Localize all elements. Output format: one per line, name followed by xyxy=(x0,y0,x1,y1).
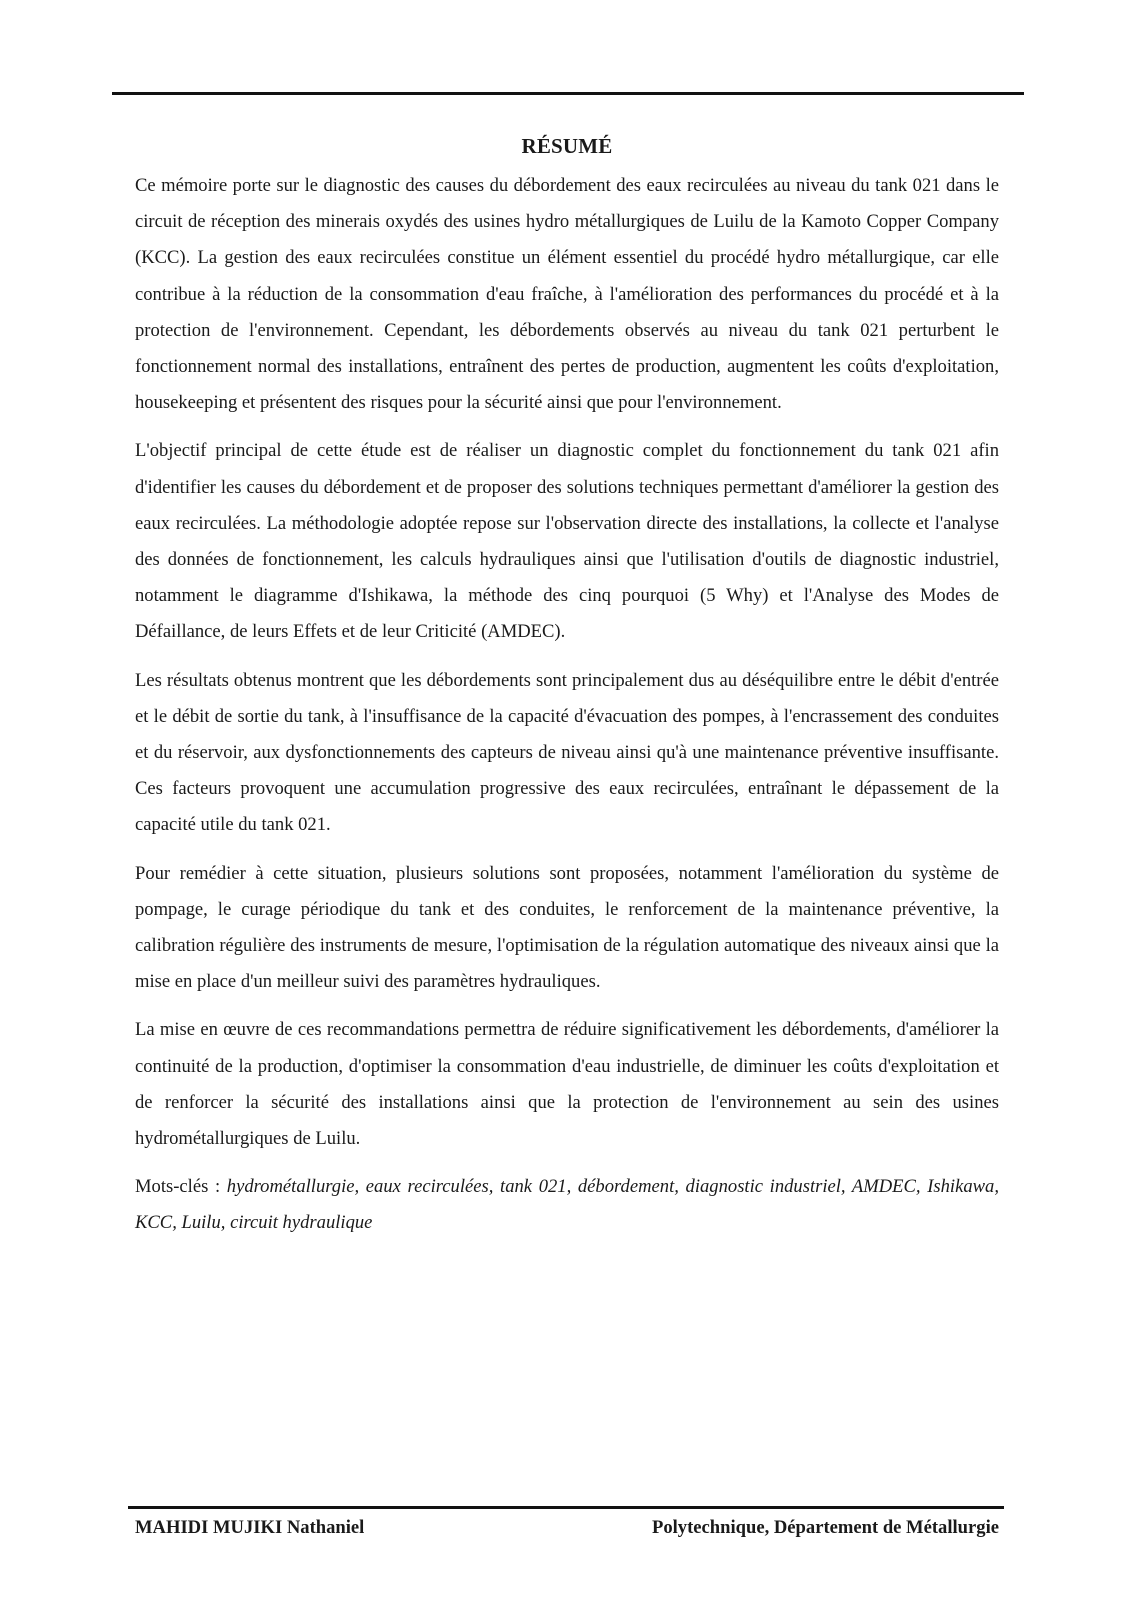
keywords-label: Mots-clés : xyxy=(135,1176,227,1198)
header-rule xyxy=(112,92,1024,95)
page-footer xyxy=(135,1515,999,1541)
abstract-paragraph-5: La mise en œuvre de ces recommandations permettra de réduire significativement les débordements, d'améliorer la continuité de la production, d'optimiser la consommation d'eau industrielle, de diminuer les coûts d'exploitation et de renforcer la sécurité des installations ainsi que la protection de l'environnement au sein des usines hydrométallurgiques de Luilu. xyxy=(135,1019,999,1150)
abstract-title: RÉSUMÉ xyxy=(521,134,613,158)
abstract-paragraph-1: Ce mémoire porte sur le diagnostic des causes du débordement des eaux recirculées au niveau du tank 021 dans le circuit de réception des minerais oxydés des usines hydro métallurgiques de Luilu de la Kamoto Copper Company (KCC). La gestion des eaux recirculées constitue un élément essentiel du procédé hydro métallurgique, car elle contribue à la réduction de la consommation d'eau fraîche, à l'amélioration des performances du procédé et à la protection de l'environnement. Cependant, les débordements observés au niveau du tank 021 perturbent le fonctionnement normal des installations, entraînent des pertes de production, augmentent les coûts d'exploitation, housekeeping et présentent des risques pour la sécurité ainsi que pour l'environnement. xyxy=(135,175,999,414)
abstract-paragraph-2: L'objectif principal de cette étude est de réaliser un diagnostic complet du fonctionnement du tank 021 afin d'identifier les causes du débordement et de proposer des solutions techniques permettant d'améliorer la gestion des eaux recirculées. La méthodologie adoptée repose sur l'observation directe des installations, la collecte et l'analyse des données de fonctionnement, les calculs hydrauliques ainsi que l'utilisation d'outils de diagnostic industriel, notamment le diagramme d'Ishikawa, la méthode des cinq pourquoi (5 Why) et l'Analyse des Modes de Défaillance, de leurs Effets et de leur Criticité (AMDEC). xyxy=(135,440,999,643)
footer-institution: Polytechnique, Département de Métallurgie xyxy=(651,1517,999,1538)
abstract-page xyxy=(135,134,999,1242)
abstract-paragraph-4: Pour remédier à cette situation, plusieurs solutions sont proposées, notamment l'amélioration du système de pompage, le curage périodique du tank et des conduites, le renforcement de la maintenance préventive, la calibration régulière des instruments de mesure, l'optimisation de la régulation automatique des niveaux ainsi que la mise en place d'un meilleur suivi des paramètres hydrauliques. xyxy=(135,862,999,993)
abstract-paragraph-3: Les résultats obtenus montrent que les débordements sont principalement dus au déséquilibre entre le débit d'entrée et le débit de sortie du tank, à l'insuffisance de la capacité d'évacuation des pompes, à l'encrassement des conduites et du réservoir, aux dysfonctionnements des capteurs de niveau ainsi qu'à une maintenance préventive insuffisante. Ces facteurs provoquent une accumulation progressive des eaux recirculées, entraînant le dépassement de la capacité utile du tank 021. xyxy=(135,669,999,836)
keywords-line xyxy=(135,1169,999,1241)
footer-rule xyxy=(128,1506,1004,1509)
footer-author: MAHIDI MUJIKI Nathaniel xyxy=(135,1517,365,1538)
keywords-list: hydrométallurgie, eaux recirculées, tank 021, débordement, diagnostic industriel, AMDEC, Ishikawa, KCC, Luilu, circuit hydraulique xyxy=(135,1176,999,1234)
